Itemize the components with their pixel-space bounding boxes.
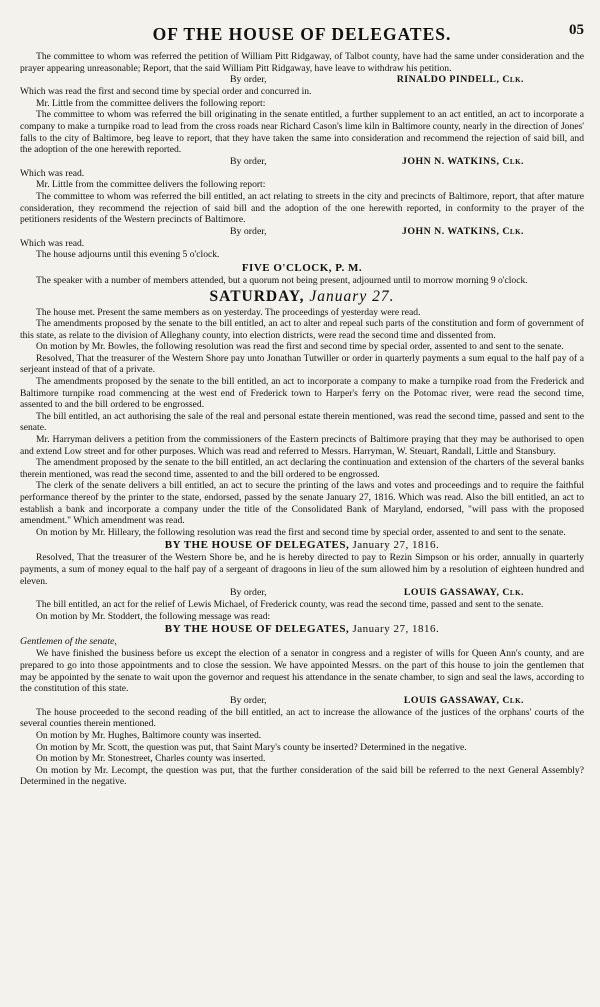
paragraph: The bill entitled, an act authorising the sale of the real and personal estate therein mentioned, was read the second time, passed and sent to the senate.	[20, 410, 584, 434]
paragraph: We have finished the business before us except the election of a senator in congress and a register of wills for Queen Ann's county, and are prepared to go into those appointments and to close the session. We have appointed Messrs. on the part of this house to join the gentlemen that may be appointed by the senate to wait upon the governor and request his attendance in the senate chamber, to sign and seal the laws, according to the constitution of this state.	[20, 648, 584, 695]
resolution-heading: BY THE HOUSE OF DELEGATES, January 27, 1816.	[164, 539, 440, 552]
paragraph: The amendments proposed by the senate to the bill entitled, an act to incorporate a company to make a turnpike road from the Frederick and Baltimore turnpike road commencing at the west end of Frederick town to Harper's ferry on the Potomac river, were read the second time, assented to and the bill ordered to be engrossed.	[20, 376, 584, 411]
paragraph: Mr. Little from the committee delivers the following report:	[36, 97, 266, 109]
section-heading-evening: FIVE O'CLOCK, P. M.	[241, 261, 363, 274]
paragraph: On motion by Mr. Stoddert, the following message was read:	[36, 610, 271, 622]
paragraph: The committee to whom was referred the bill originating in the senate entitled, a further supplement to an act entitled, an act to incorporate a company to make a turnpike road to lead from the cross roads near Richard Cason's lime kiln in Baltimore county, nearly in the direction of Jones' falls to the city of Baltimore, beg leave to report, that they have taken the same into consideration and recommend the rejection of said bill, and the adoption of the one herewith reported.	[20, 109, 584, 156]
paragraph: Which was read the first and second time by special order and concurred in.	[20, 86, 312, 98]
paragraph: Mr. Harryman delivers a petition from the commissioners of the Eastern precincts of Baltimore praying that they may be authorised to open and extend Low street and for other purposes. Which was read and referred to Messrs. Harryman, W. Steuart, Randall, Little and Stansbury.	[20, 434, 584, 457]
paragraph: The committee to whom was referred the petition of William Pitt Ridgaway, of Talbot county, have had the same under consideration and the prayer appearing unreasonable; Report, that the said William Pitt Ridgaway, have leave to withdraw his petition.	[20, 51, 584, 74]
paragraph: The bill entitled, an act for the relief of Lewis Michael, of Frederick county, was read the second time, passed and sent to the senate.	[36, 599, 544, 611]
salutation: Gentlemen of the senate,	[20, 636, 117, 648]
paragraph: On motion by Mr. Hilleary, the following resolution was read the first and second time by special order, assented to and sent to the senate.	[36, 526, 566, 538]
paragraph: The speaker with a number of members attended, but a quorum not being present, adjourned until to morrow morning 9 o'clock.	[36, 274, 528, 286]
paragraph: Which was read.	[20, 237, 85, 249]
signature-line: By order, RINALDO PINDELL, Clk.	[230, 74, 524, 86]
paragraph: The clerk of the senate delivers a bill entitled, an act to secure the printing of the laws and votes and proceedings and to require the faithful performance thereof by the printer to the state, endorsed, passed by the senate January 27, 1816. Which was read. Also the bill entitled, an act to establish a bank and incorporate a company under the title of the Consolidated Bank of Maryland, endorsed, "will pass with the proposed amendment." Which amendment was read.	[20, 480, 584, 527]
paragraph: On motion by Mr. Lecompt, the question was put, that the further consideration of the said bill be referred to the next General Assembly? Determined in the negative.	[20, 764, 584, 788]
paragraph: On motion by Mr. Stonestreet, Charles county was inserted.	[36, 753, 266, 765]
paragraph: The committee to whom was referred the bill entitled, an act relating to streets in the city and precincts of Baltimore, report, that after mature consideration, they recommend the rejection of said bill and the adoption of the one herewith reported, in conformity to the prayer of the petitioners residents of the Western precincts of Baltimore.	[20, 190, 584, 226]
signature-line: By order, JOHN N. WATKINS, Clk.	[230, 225, 524, 237]
paragraph: Resolved, That the treasurer of the Western Shore pay unto Jonathan Tutwiller or order in quarterly payments a sum equal to the half pay of a serjeant instead of that of a private.	[20, 352, 584, 376]
section-heading-saturday: SATURDAY, January 27.	[209, 287, 395, 305]
paragraph: Which was read.	[20, 167, 85, 179]
paragraph: On motion by Mr. Hughes, Baltimore county was inserted.	[36, 729, 262, 741]
paragraph: The amendment proposed by the senate to the bill entitled, an act declaring the continuation and extension of the charters of the several banks therein mentioned, was read the second time, assented to and the bill ordered to be engrossed.	[20, 457, 584, 480]
paragraph: The house adjourns until this evening 5 o'clock.	[36, 249, 220, 261]
paragraph: The house met. Present the same members as on yesterday. The proceedings of yesterday were read.	[36, 306, 421, 318]
signature-line: By order, LOUIS GASSAWAY, Clk.	[230, 587, 524, 599]
message-heading: BY THE HOUSE OF DELEGATES, January 27, 1816.	[164, 623, 440, 636]
signature-line: By order, JOHN N. WATKINS, Clk.	[230, 155, 524, 167]
page-number: 05	[569, 22, 584, 38]
paragraph: The amendments proposed by the senate to the bill entitled, an act to alter and repeal such parts of the constitution and form of government of this state, as relate to the division of Alleghany county, into election districts, were read the second time and dissented from.	[20, 318, 584, 341]
running-head: OF THE HOUSE OF DELEGATES.	[152, 24, 452, 44]
paragraph: The house proceeded to the second reading of the bill entitled, an act to increase the allowance of the justices of the orphans' courts of the several counties therein mentioned.	[20, 706, 584, 730]
paragraph: Mr. Little from the committee delivers the following report:	[36, 179, 266, 191]
proceedings-text	[20, 51, 584, 788]
paragraph: On motion by Mr. Bowles, the following resolution was read the first and second time by special order, assented to and sent to the senate.	[36, 341, 564, 353]
paragraph: Resolved, That the treasurer of the Western Shore be, and he is hereby directed to pay to Rezin Simpson or his order, annually in quarterly payments, a sum of money equal to the half pay of a sergeant of dragoons in lieu of the sum allowed him by a resolution of eighteen hundred and eleven.	[20, 552, 584, 587]
signature-line: By order, LOUIS GASSAWAY, Clk.	[230, 694, 524, 706]
paragraph: On motion by Mr. Scott, the question was put, that Saint Mary's county be inserted? Determined in the negative.	[36, 741, 467, 753]
